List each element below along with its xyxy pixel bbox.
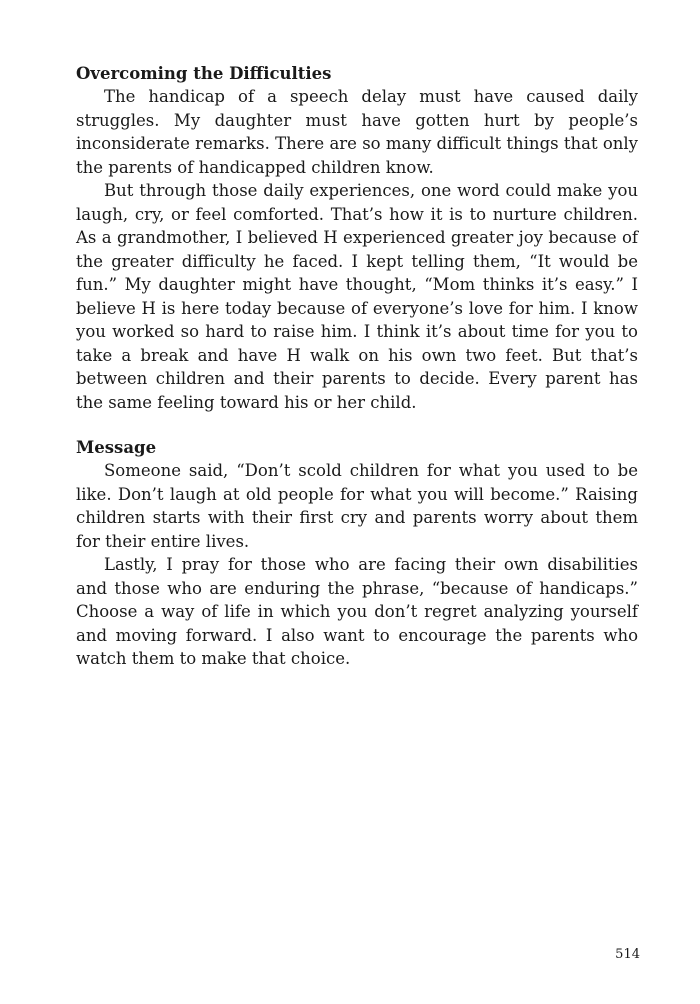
paragraph: The handicap of a speech delay must have caused daily struggles. My daughter must have gotten hurt by people’s inconsiderate remarks. There are so many difficult things that only the parents of handicapped children know. [76,87,638,177]
paragraph: Lastly, I pray for those who are facing their own disabilities and those who are enduring the phrase, “because of handicaps.” Choose a way of life in which you don’t regret analyzing yourself and moving forward. I also want to encourage the parents who watch them to make that choice. [76,555,638,668]
section-overcoming-difficulties [76,62,638,414]
page-body [76,62,638,671]
paragraph: But through those daily experiences, one word could make you laugh, cry, or feel comforted. That’s how it is to nurture children. As a grandmother, I believed H experienced greater joy because of the greater difficulty he faced. I kept telling them, “It would be fun.” My daughter might have thought, “Mom thinks it’s easy.” I believe H is here today because of everyone’s love for him. I know you worked so hard to raise him. I think it’s about time for you to take a break and have H walk on his own two feet. But that’s between children and their parents to decide. Every parent has the same feeling toward his or her child. [76,181,638,412]
section-message [76,436,638,671]
section-heading: Message [76,438,157,457]
section-heading: Overcoming the Difficulties [76,64,332,83]
page-number: 514 [615,947,640,962]
paragraph: Someone said, “Don’t scold children for what you used to be like. Don’t laugh at old people for what you will become.” Raising children starts with their first cry and parents worry about them for their entire lives. [76,461,638,551]
